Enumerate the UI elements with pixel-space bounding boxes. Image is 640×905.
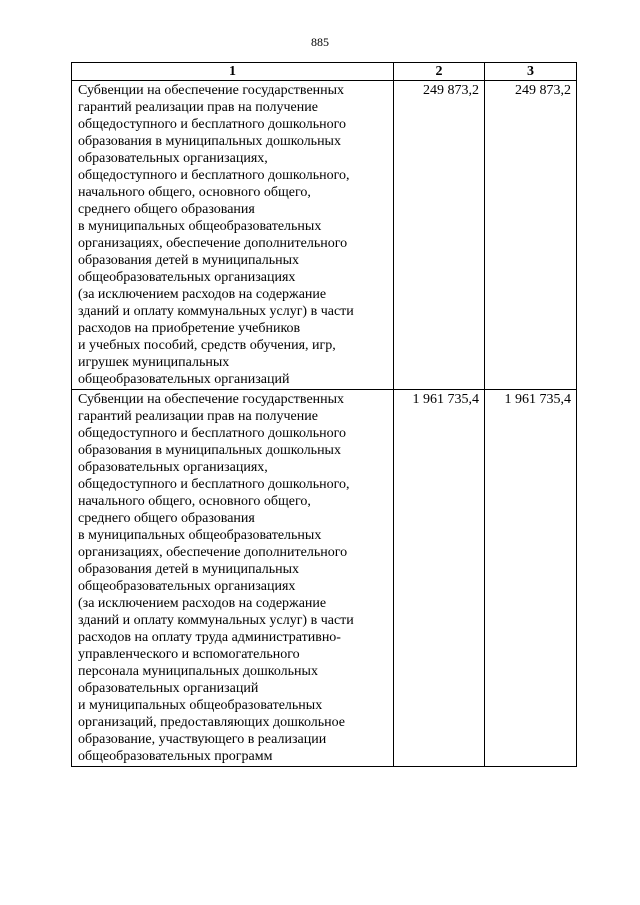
description-line: образовательных организаций — [78, 681, 259, 696]
description-line: образования детей в муниципальных — [78, 253, 300, 268]
description-line: среднего общего образования — [78, 202, 255, 217]
column-header-2: 2 — [394, 63, 485, 81]
row-value-col3: 249 873,2 — [485, 81, 577, 390]
row-description — [72, 81, 394, 390]
description-line: в муниципальных общеобразовательных — [78, 219, 322, 234]
description-line: игрушек муниципальных — [78, 355, 230, 370]
description-line: общедоступного и бесплатного дошкольного, — [78, 168, 350, 183]
page-number: 885 — [311, 35, 329, 49]
description-line: (за исключением расходов на содержание — [78, 287, 327, 302]
column-header-3: 3 — [485, 63, 577, 81]
description-line: зданий и оплату коммунальных услуг) в части — [78, 613, 354, 628]
description-line: образовательных организациях, — [78, 460, 268, 475]
description-line: зданий и оплату коммунальных услуг) в части — [78, 304, 354, 319]
description-line: организациях, обеспечение дополнительного — [78, 545, 348, 560]
table-header-row — [72, 63, 577, 81]
description-line: организаций, предоставляющих дошкольное — [78, 715, 346, 730]
description-line: общеобразовательных программ — [78, 749, 273, 764]
column-header-1: 1 — [72, 63, 394, 81]
description-line: образование, участвующего в реализации — [78, 732, 327, 747]
row-value-col3: 1 961 735,4 — [485, 390, 577, 767]
description-line: общеобразовательных организаций — [78, 372, 290, 387]
description-line: организациях, обеспечение дополнительного — [78, 236, 348, 251]
description-line: общеобразовательных организациях — [78, 270, 296, 285]
description-line: общедоступного и бесплатного дошкольного — [78, 117, 347, 132]
row-value-col2: 249 873,2 — [394, 81, 485, 390]
description-line: образования детей в муниципальных — [78, 562, 300, 577]
description-line: общедоступного и бесплатного дошкольного — [78, 426, 347, 441]
description-line: и муниципальных общеобразовательных — [78, 698, 323, 713]
description-line: образования в муниципальных дошкольных — [78, 443, 341, 458]
description-line: и учебных пособий, средств обучения, игр, — [78, 338, 336, 353]
table-row — [72, 81, 577, 390]
row-description — [72, 390, 394, 767]
description-line: гарантий реализации прав на получение — [78, 409, 318, 424]
description-line: в муниципальных общеобразовательных — [78, 528, 322, 543]
description-line: общедоступного и бесплатного дошкольного, — [78, 477, 350, 492]
budget-table — [71, 62, 577, 767]
description-line: расходов на оплату труда административно- — [78, 630, 341, 645]
description-line: управленческого и вспомогательного — [78, 647, 300, 662]
description-line: начального общего, основного общего, — [78, 185, 311, 200]
table-row — [72, 390, 577, 767]
description-line: персонала муниципальных дошкольных — [78, 664, 318, 679]
description-line: образования в муниципальных дошкольных — [78, 134, 341, 149]
row-value-col2: 1 961 735,4 — [394, 390, 485, 767]
description-line: образовательных организациях, — [78, 151, 268, 166]
description-line: общеобразовательных организациях — [78, 579, 296, 594]
description-line: Субвенции на обеспечение государственных — [78, 83, 345, 98]
description-line: Субвенции на обеспечение государственных — [78, 392, 345, 407]
description-line: расходов на приобретение учебников — [78, 321, 301, 336]
description-line: гарантий реализации прав на получение — [78, 100, 318, 115]
description-line: (за исключением расходов на содержание — [78, 596, 327, 611]
description-line: среднего общего образования — [78, 511, 255, 526]
description-line: начального общего, основного общего, — [78, 494, 311, 509]
